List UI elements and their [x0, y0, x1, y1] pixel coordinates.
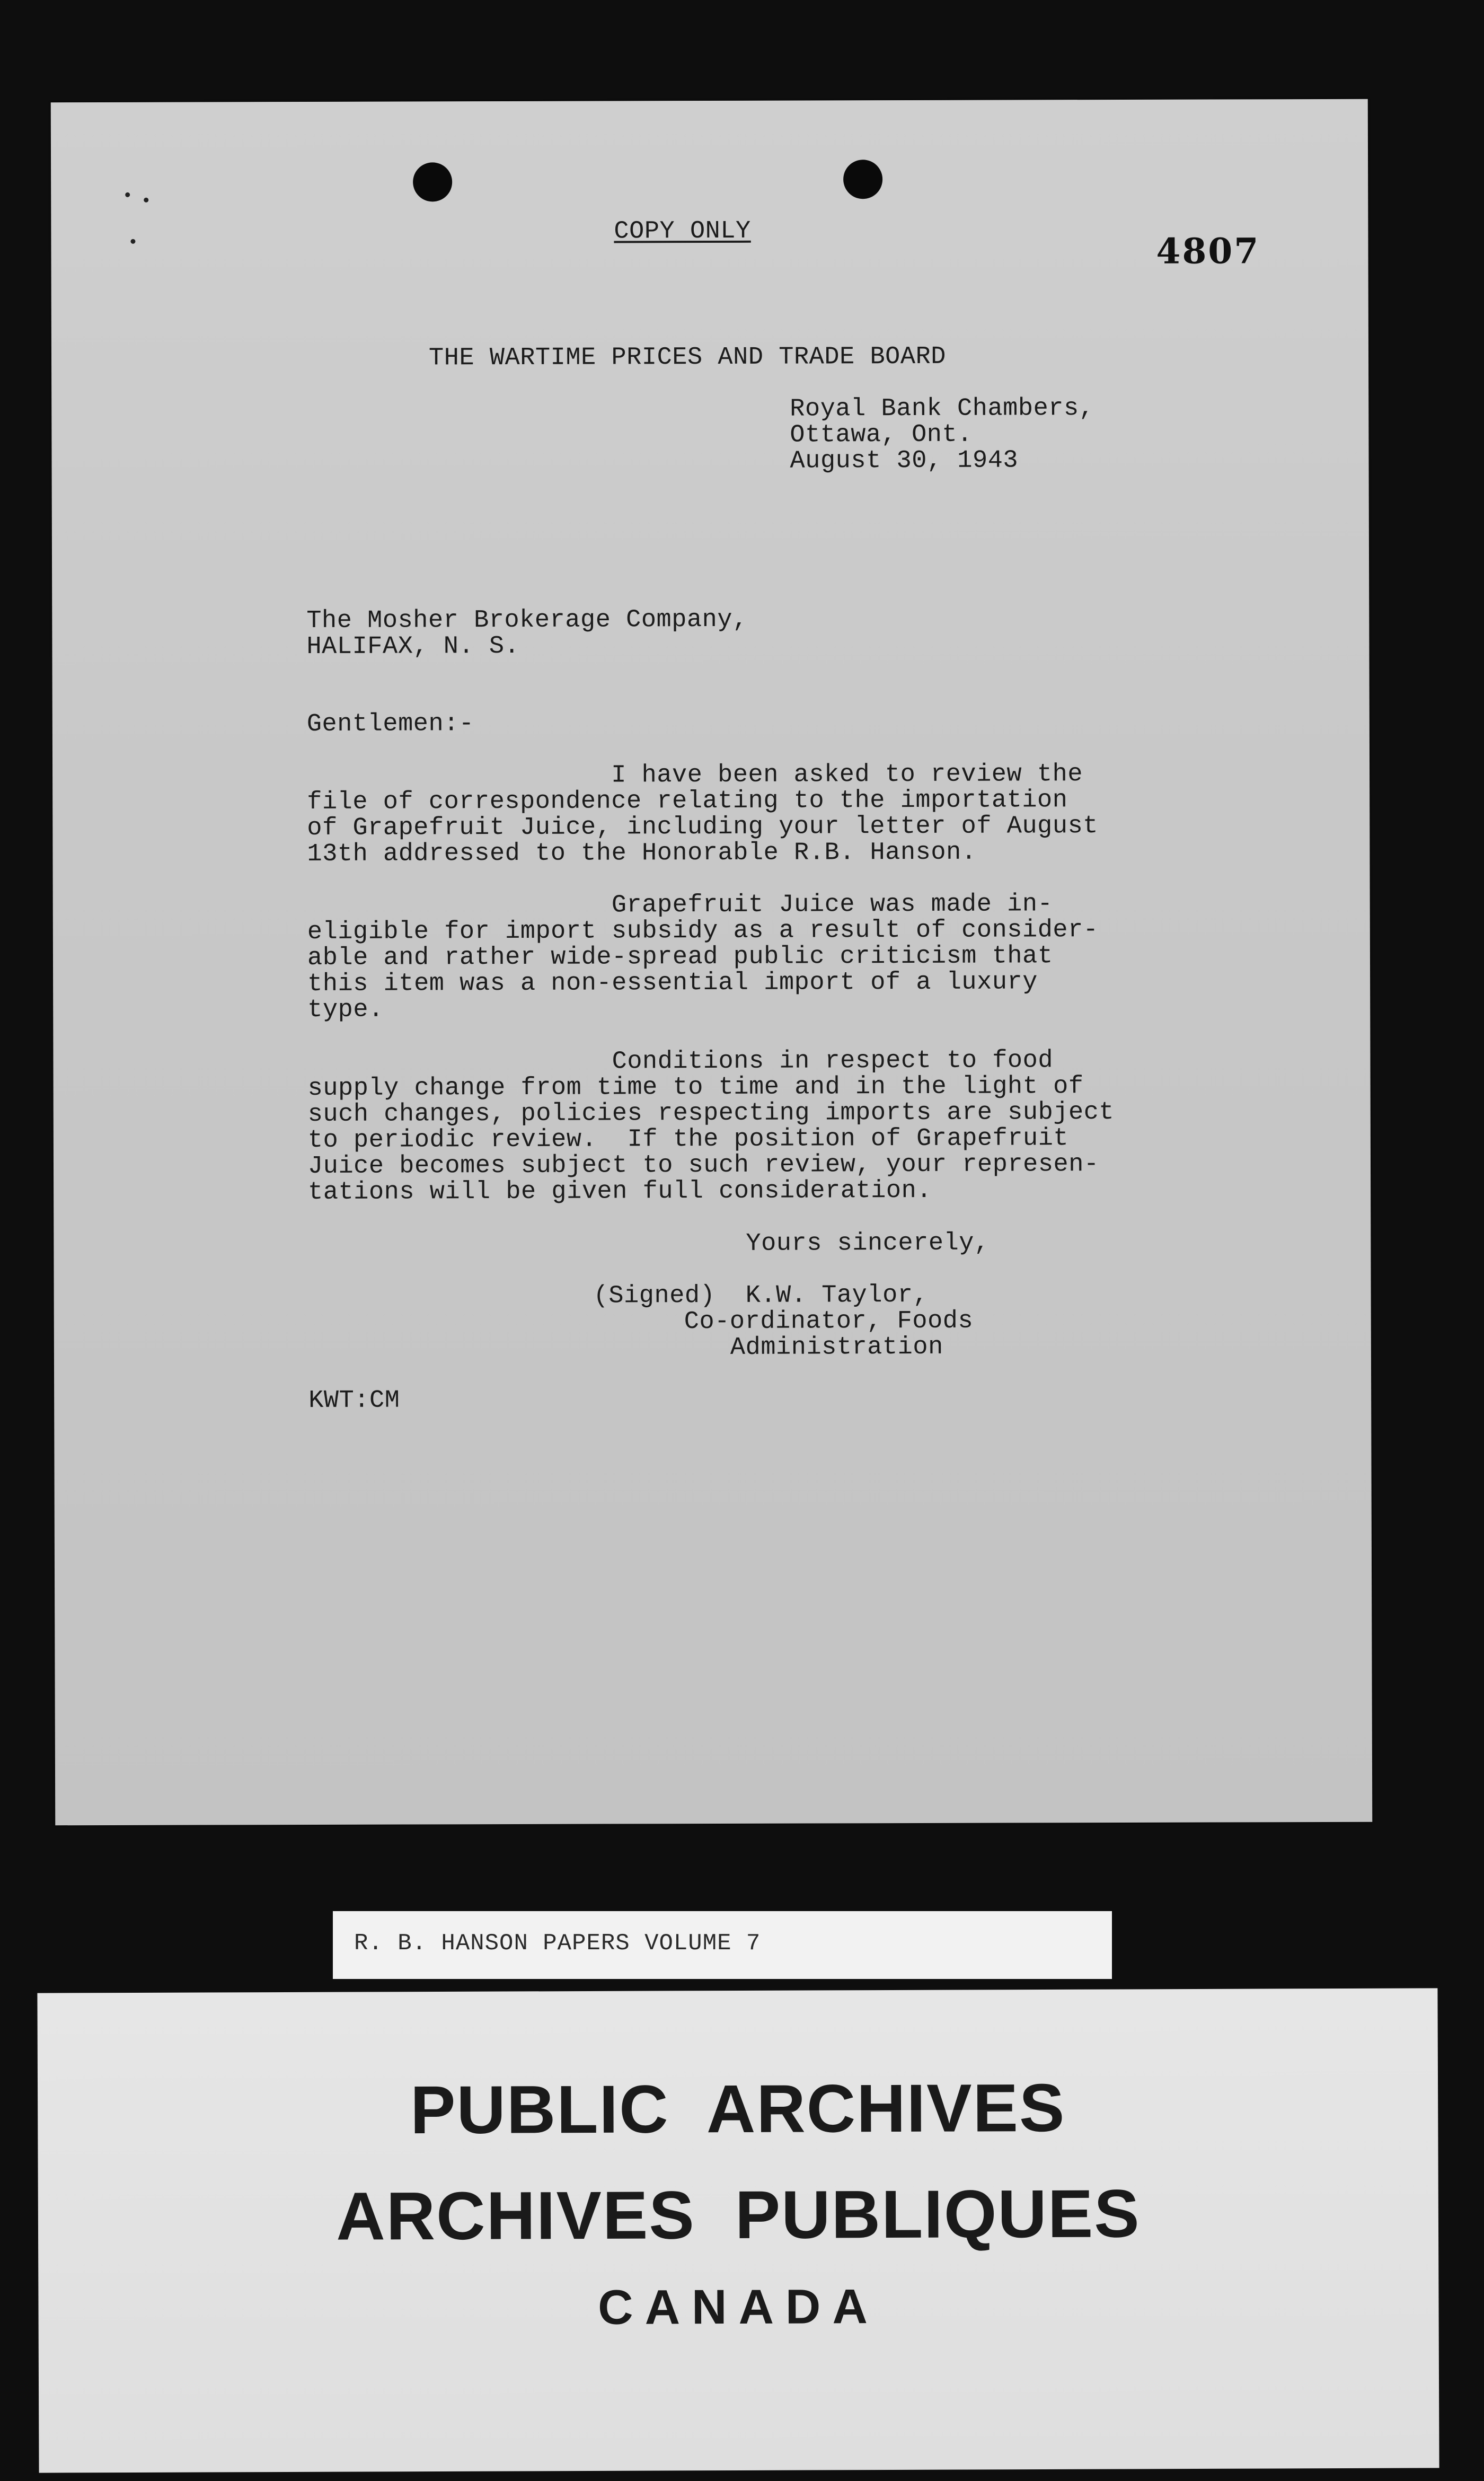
- punch-hole-right: [843, 160, 882, 199]
- closing: Yours sincerely,: [746, 1229, 990, 1258]
- organization-name: THE WARTIME PRICES AND TRADE BOARD: [428, 342, 947, 373]
- paragraph-line: able and rather wide-spread public criticism that: [307, 942, 1053, 972]
- letter-sheet: [51, 99, 1373, 1825]
- signature-title: Co-ordinator, Foods: [684, 1307, 974, 1336]
- paper-speck: [130, 239, 135, 244]
- signature-name: (Signed) K.W. Taylor,: [593, 1281, 929, 1310]
- copy-only-heading: COPY ONLY: [614, 217, 751, 246]
- body-paragraph-2: [307, 891, 1099, 1023]
- paragraph-line: file of correspondence relating to the importation: [307, 786, 1068, 816]
- paragraph-line: Grapefruit Juice was made in-: [307, 890, 1053, 920]
- paragraph-line: I have been asked to review the: [307, 760, 1083, 790]
- paragraph-line: supply change from time to time and in the light of: [307, 1072, 1084, 1103]
- letter-date: August 30, 1943: [790, 446, 1019, 476]
- paper-speck: [144, 198, 148, 203]
- paragraph-line: Juice becomes subject to such review, your represen-: [307, 1150, 1099, 1181]
- paragraph-line: this item was a non-essential import of a luxury: [307, 968, 1038, 998]
- recipient-name: The Mosher Brokerage Company,: [306, 605, 748, 635]
- stamp-line-english: PUBLIC ARCHIVES: [410, 2070, 1066, 2149]
- punch-hole-left: [413, 162, 452, 201]
- signature-title: Administration: [730, 1333, 943, 1362]
- archive-label: [333, 1911, 1112, 1979]
- salutation: Gentlemen:-: [306, 710, 474, 738]
- archive-label-text: R. B. HANSON PAPERS VOLUME 7: [354, 1930, 761, 1957]
- typist-initials: KWT:CM: [308, 1386, 400, 1415]
- sender-address-line: Ottawa, Ont.: [790, 420, 973, 450]
- recipient-city: HALIFAX, N. S.: [306, 632, 520, 661]
- body-paragraph-1: [307, 761, 1098, 867]
- paragraph-line: of Grapefruit Juice, including your letter of August: [307, 812, 1099, 842]
- stamp-line-country: CANADA: [597, 2280, 879, 2335]
- paragraph-line: eligible for import subsidy as a result of consider-: [307, 916, 1099, 946]
- paragraph-line: type.: [307, 996, 384, 1024]
- document-number: 4807: [1156, 230, 1260, 272]
- sender-address-line: Royal Bank Chambers,: [790, 394, 1094, 424]
- paragraph-line: to periodic review. If the position of Grapefruit: [307, 1124, 1069, 1155]
- stamp-line-french: ARCHIVES PUBLIQUES: [335, 2176, 1141, 2255]
- archives-stamp-card: [37, 1988, 1439, 2473]
- paragraph-line: tations will be given full consideration.: [308, 1176, 932, 1207]
- paper-speck: [125, 192, 130, 197]
- paragraph-line: Conditions in respect to food: [307, 1046, 1054, 1077]
- body-paragraph-3: [307, 1048, 1114, 1206]
- paragraph-line: such changes, policies respecting imports are subject: [307, 1098, 1115, 1129]
- paragraph-line: 13th addressed to the Honorable R.B. Hanson.: [307, 838, 977, 868]
